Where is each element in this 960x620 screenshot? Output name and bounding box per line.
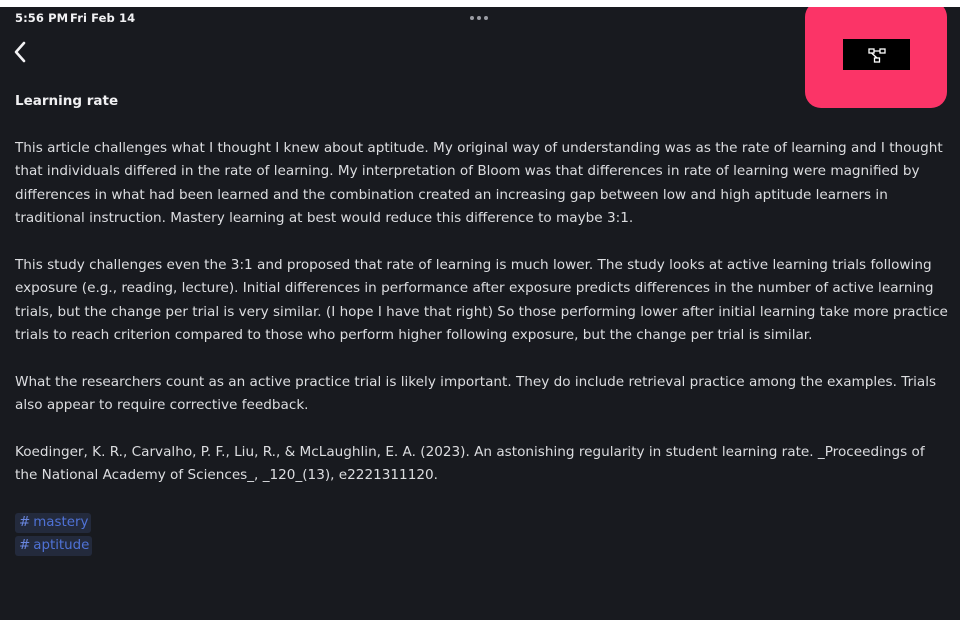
tag-mastery[interactable]: [15, 513, 91, 533]
graph-button-highlight: [805, 7, 947, 108]
note-paragraph: Koedinger, K. R., Carvalho, P. F., Liu, R., & McLaughlin, E. A. (2023). An astonishing regularity in student learning rate. _Proceedings of the National Academy of Sciences_, _120_(13), e2221311120.: [15, 444, 925, 484]
tag-label: aptitude: [33, 538, 90, 553]
note-screen: [0, 7, 960, 620]
tag-label: mastery: [33, 515, 89, 530]
note-paragraph: This article challenges what I thought I knew about aptitude. My original way of understanding was as the rate of learning and I thought that individuals differed in the rate of learning. My interpretation of Bloom was that differences in rate of learning were magnified by differences in what had been learned and the combination created an increasing gap between low and high aptitude learners in traditional instruction. Mastery learning at best would reduce this difference to maybe 3:1.: [15, 140, 943, 227]
note-title: Learning rate: [15, 93, 119, 109]
note-paragraph: What the researchers count as an active practice trial is likely important. They do include retrieval practice among the examples. Trials also appear to require corrective feedback.: [15, 374, 937, 414]
graph-view-button[interactable]: [843, 39, 910, 70]
status-time: 5:56 PM: [15, 11, 69, 25]
back-button[interactable]: [8, 38, 32, 66]
chevron-left-icon: [13, 41, 27, 63]
tag-aptitude[interactable]: [15, 536, 92, 556]
hash-symbol: #: [19, 538, 31, 553]
graph-view-icon: [867, 47, 887, 63]
tag-list: [15, 513, 92, 559]
note-paragraph: This study challenges even the 3:1 and proposed that rate of learning is much lower. The study looks at active learning trials following exposure (e.g., reading, lecture). Initial differences in performance after exposure predicts differences in the number of active learning trials, but the change per trial is very similar. (I hope I have that right) So those performing lower after initial learning take more practice trials to reach criterion compared to those who perform higher following exposure, but the change per trial is similar.: [15, 257, 948, 344]
more-dots-icon[interactable]: [470, 16, 488, 20]
hash-symbol: #: [19, 515, 31, 530]
status-date: Fri Feb 14: [70, 11, 136, 25]
